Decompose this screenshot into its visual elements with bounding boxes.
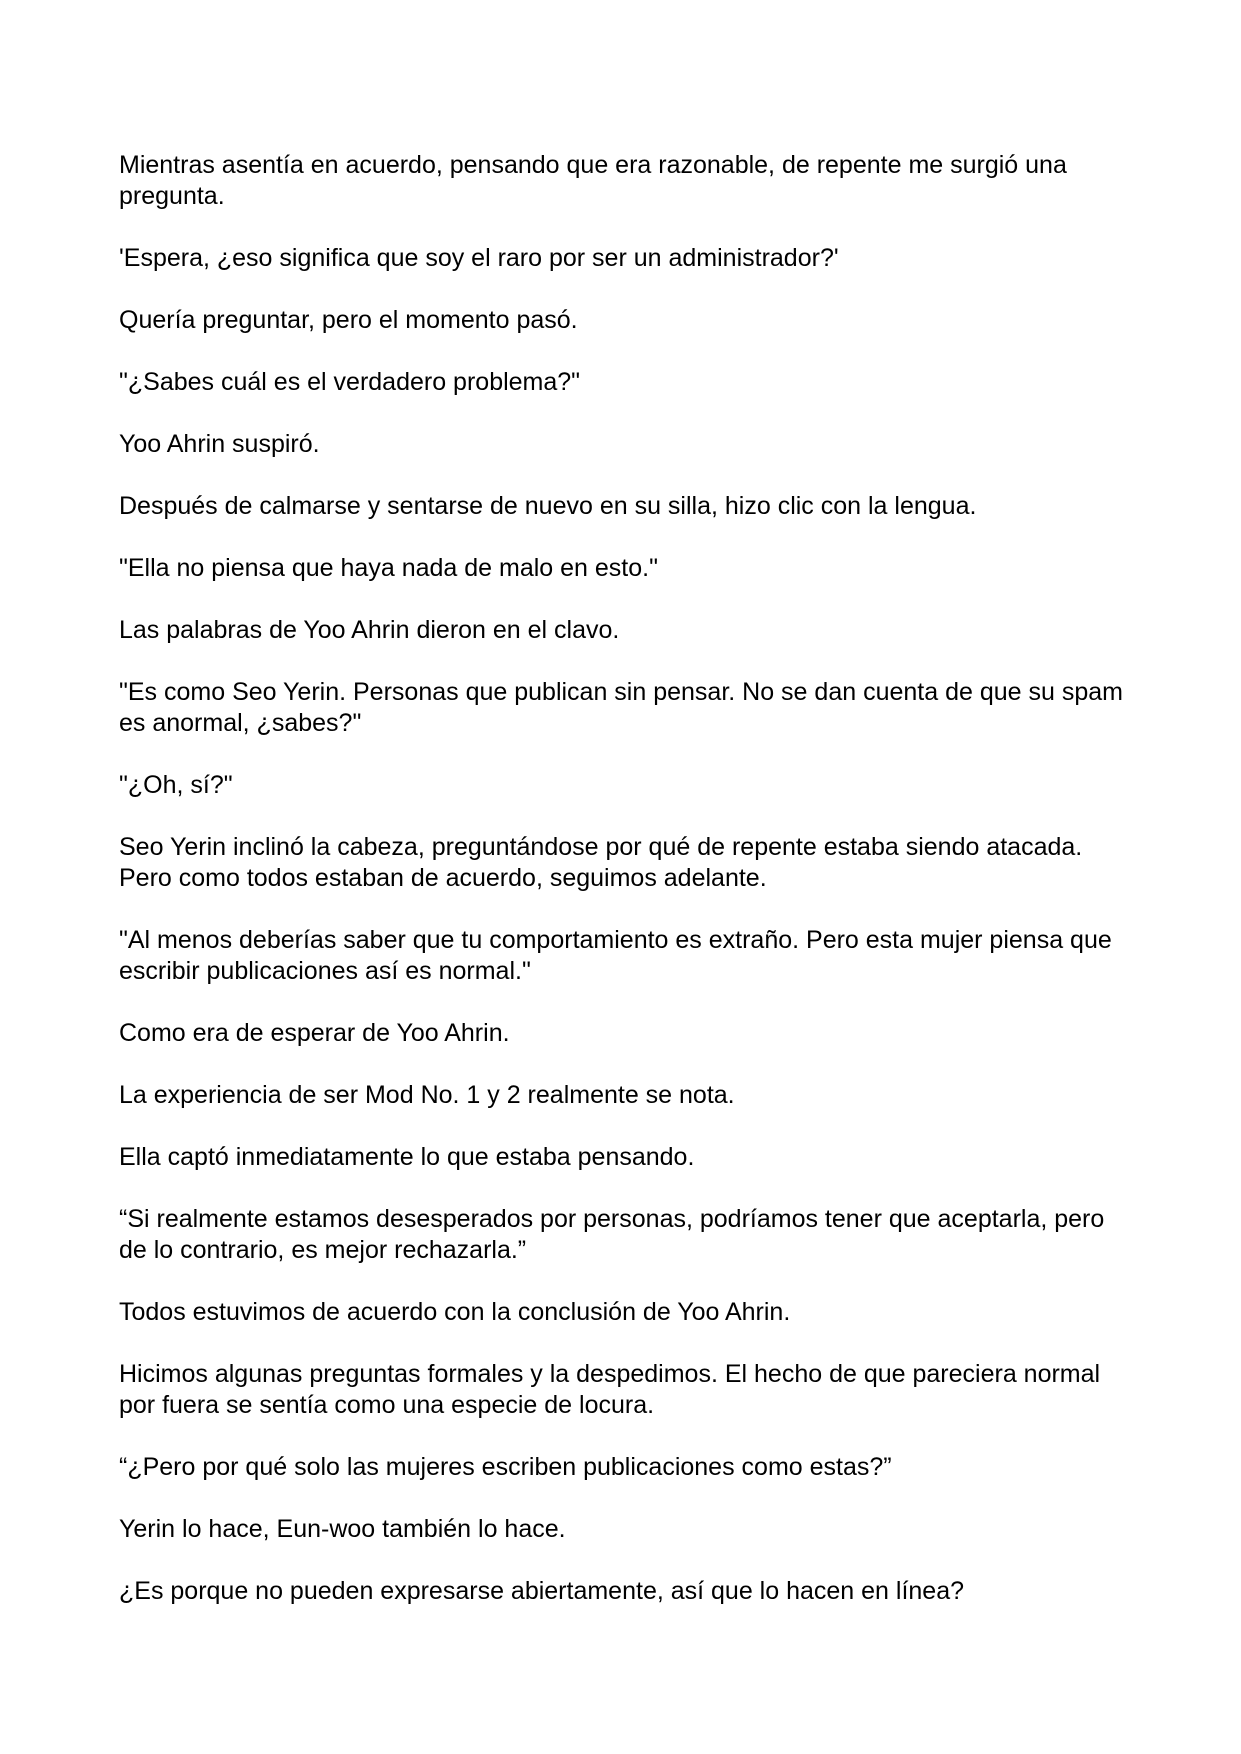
paragraph: "Ella no piensa que haya nada de malo en esto.": [119, 554, 658, 582]
paragraph: La experiencia de ser Mod No. 1 y 2 realmente se nota.: [119, 1081, 735, 1109]
paragraph: 'Espera, ¿eso significa que soy el raro por ser un administrador?': [119, 244, 839, 272]
document-body: [119, 150, 1129, 1638]
paragraph: Las palabras de Yoo Ahrin dieron en el clavo.: [119, 616, 620, 644]
paragraph: Yerin lo hace, Eun-woo también lo hace.: [119, 1515, 566, 1543]
paragraph: Como era de esperar de Yoo Ahrin.: [119, 1019, 510, 1047]
paragraph: Ella captó inmediatamente lo que estaba pensando.: [119, 1143, 695, 1171]
paragraph: ¿Es porque no pueden expresarse abiertamente, así que lo hacen en línea?: [119, 1577, 965, 1605]
paragraph: "¿Oh, sí?": [119, 771, 233, 799]
paragraph: Quería preguntar, pero el momento pasó.: [119, 306, 578, 334]
paragraph: “¿Pero por qué solo las mujeres escriben publicaciones como estas?”: [119, 1453, 892, 1481]
paragraph: Hicimos algunas preguntas formales y la despedimos. El hecho de que pareciera normal por fuera se sentía como una especie de locura.: [119, 1360, 1101, 1419]
paragraph: "Es como Seo Yerin. Personas que publican sin pensar. No se dan cuenta de que su spam es anormal, ¿sabes?": [119, 678, 1123, 737]
paragraph: Yoo Ahrin suspiró.: [119, 430, 320, 458]
paragraph: Mientras asentía en acuerdo, pensando que era razonable, de repente me surgió una pregunta.: [119, 151, 1067, 210]
paragraph: "Al menos deberías saber que tu comportamiento es extraño. Pero esta mujer piensa que escribir publicaciones así es normal.": [119, 926, 1112, 985]
paragraph: Todos estuvimos de acuerdo con la conclusión de Yoo Ahrin.: [119, 1298, 791, 1326]
paragraph: Después de calmarse y sentarse de nuevo en su silla, hizo clic con la lengua.: [119, 492, 977, 520]
paragraph: "¿Sabes cuál es el verdadero problema?": [119, 368, 581, 396]
paragraph: Seo Yerin inclinó la cabeza, preguntándose por qué de repente estaba siendo atacada. Pero como todos estaban de acuerdo, seguimos adelante.: [119, 833, 1083, 892]
paragraph: “Si realmente estamos desesperados por personas, podríamos tener que aceptarla, pero de lo contrario, es mejor rechazarla.”: [119, 1205, 1105, 1264]
